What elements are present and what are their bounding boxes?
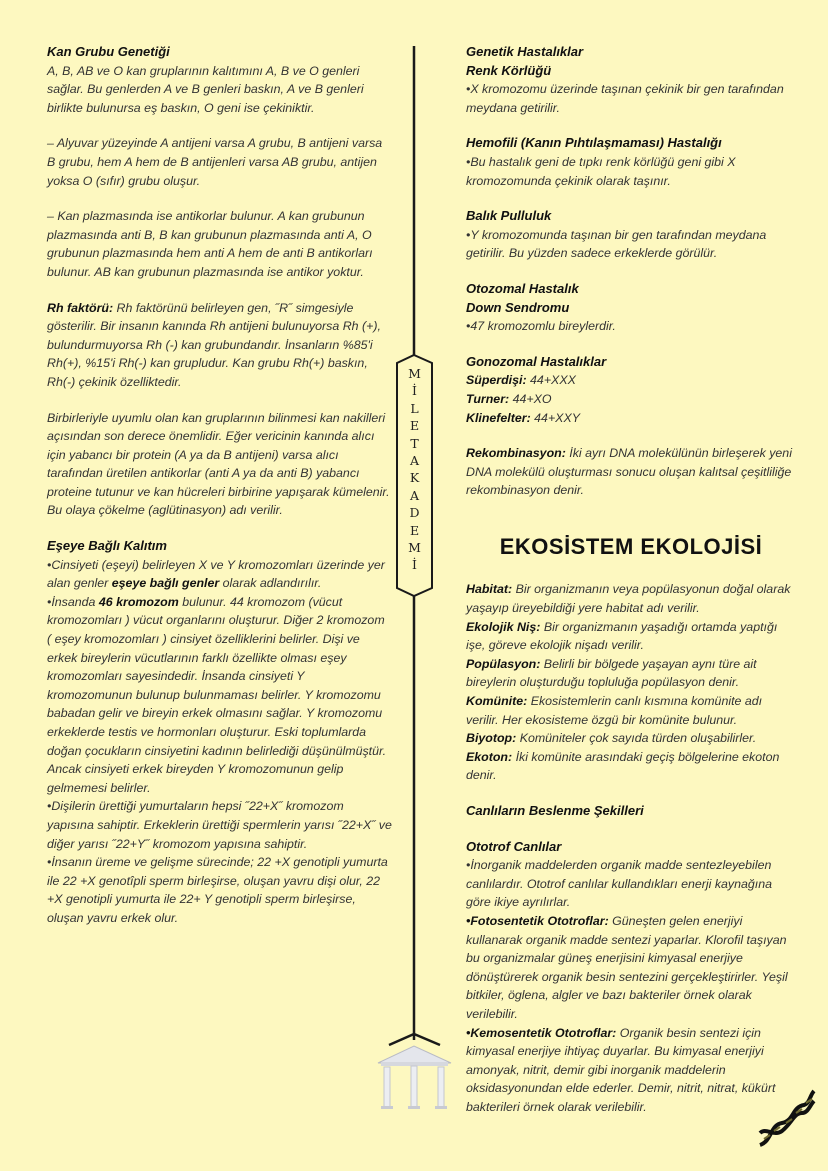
left-column (47, 43, 392, 945)
bold-term: Süperdişi: (466, 373, 527, 388)
paragraph (466, 692, 796, 729)
text-section (466, 280, 796, 336)
text-run: İki ayrı DNA molekülünün birleşerek yeni DNA molekülü oluşturması sonucu oluşan kalıtsal çeşitliliğe rekombinasyon denir. (466, 446, 792, 498)
text-run: A, B, AB ve O kan gruplarının kalıtımını A, B ve O genleri sağlar. Bu genlerden A ve B genleri baskın, A ve B genleri birlikte bulunursa eş baskın, O geni ise çekiniktir. (47, 63, 364, 115)
paragraph (466, 444, 796, 500)
paragraph (47, 299, 392, 392)
brand-letter: E (409, 522, 420, 538)
heading: Eşeye Bağlı Kalıtım (47, 538, 167, 554)
paragraph (466, 153, 796, 190)
brand-letter: M (408, 366, 421, 381)
paragraph (47, 409, 392, 521)
text-run: •İnsanda (47, 594, 99, 609)
paragraph (47, 62, 392, 118)
text-run: Ekosistemlerin canlı kısmına komünite adı verilir. Her ekosisteme özgü bir komünite bulunur. (466, 694, 763, 727)
brand-letter: E (409, 418, 420, 434)
heading: Ototrof Canlılar (466, 838, 562, 854)
section-title-ecosystem: EKOSİSTEM EKOLOJİSİ (499, 533, 763, 559)
paragraph (47, 593, 392, 798)
paragraph (466, 371, 796, 390)
text-run: Organik besin sentezi için kimyasal enerjiye ihtiyaç duyarlar. Bu kimyasal enerjiyi amonyak, nitrit, demir gibi inorganik maddelerin oksidasyonundan elde ederler. Demir, nitrit, nitrat, kükürt bakterileri örnek olarak verilebilir. (466, 1025, 776, 1114)
paragraph (466, 729, 796, 748)
text-run: Birbirleriyle uyumlu olan kan gruplarının bilinmesi kan nakilleri açısından son derece önemlidir. Eğer vericinin kanında alıcı için yabancı bir protein (A ya da B antijeni) varsa alıcı tarafından üretilen antikorlar (anti A ya da anti B) yabancı proteine tutunur ve kan hücreleri birbirine yapışarak kümelenir. Bu olaya çökelme (aglütinasyon) adı verilir. (47, 410, 390, 518)
paragraph (47, 134, 392, 190)
right-column (466, 43, 796, 1134)
text-section (47, 537, 392, 927)
paragraph (466, 618, 796, 655)
text-section (47, 43, 392, 117)
bold-term: Popülasyon: (466, 656, 541, 671)
text-run: İki komünite arasındaki geçiş bölgelerine ekoton denir. (466, 749, 780, 783)
brand-letter: İ (412, 557, 417, 573)
paragraph (466, 1024, 796, 1117)
text-section (466, 580, 796, 785)
text-run: 44+XXX (526, 373, 576, 388)
brand-letter: İ (412, 383, 417, 399)
text-run: •İnorganik maddelerden organik madde sentezleyebilen canlılardır. Ototrof canlılar kullandıkları enerji kaynağına göre ikiye ayrılırlar. (466, 858, 773, 910)
text-run: •Bu hastalık geni de tıpkı renk körlüğü geni gibi X kromozomunda çekinik olarak taşınır. (466, 154, 736, 188)
paragraph (47, 797, 392, 853)
brand-letter: D (409, 505, 420, 521)
bold-term: Rekombinasyon: (466, 446, 566, 461)
brand-letter: M (408, 540, 421, 556)
heading: Otozomal Hastalık (466, 280, 579, 296)
text-run: •47 kromozomlu bireylerdir. (466, 319, 616, 334)
text-run: Bir organizmanın yaşadığı ortamda yaptığı işe, göreve ekolojik nişadı verilir. (466, 619, 778, 653)
paragraph (466, 580, 796, 617)
paragraph (466, 856, 796, 912)
text-run: Komüniteler çok sayıda türden oluşabilirler. (516, 731, 757, 746)
bold-term: Rh faktörü: (47, 300, 114, 315)
heading: Gonozomal Hastalıklar (466, 353, 607, 369)
text-run: •Y kromozomunda taşınan bir gen tarafından meydana getirilir. Bu yüzden sadece erkeklerde görülür. (466, 227, 767, 261)
text-section (47, 299, 392, 392)
bold-term: eşeye bağlı genler (111, 576, 220, 591)
text-run: •Cinsiyeti (eşeyi) belirleyen X ve Y kromozomları üzerinde yer alan genler (47, 557, 385, 591)
text-section (47, 409, 392, 521)
text-run: Bir organizmanın veya popülasyonun doğal olarak yaşayıp üreyebildiği yere habitat adı verilir. (466, 582, 791, 616)
text-section (47, 207, 392, 281)
heading: Kan Grubu Genetiği (47, 44, 170, 59)
text-run: 44+XXY (530, 410, 580, 425)
temple-icon (378, 1046, 451, 1109)
bold-term: Komünite: (466, 694, 528, 709)
text-run: bulunur. 44 kromozom (vücut kromozomları ) vücut organlarını oluşturur. Diğer 2 kromozom ( eşey kromozomları ) cinsiyet özelliklerini belirler. Dişi ve erkek bireylerin vücutlarının farklı özellikte olması eşey kromozomları sayesindedir. İnsanda cinsiyeti Y kromozomunun bulunup bulunmaması belirler. Y kromozomu babadan gelir ve bireyin erkek olmasını sağlar. Y kromozomu erkeklerde testis ve hormonları oluşturur. Eski toplumlarda doğan çocukların cinsiyetini kadının belirlediği düşünülmüştür. Ancak cinsiyeti erkek bireyden Y kromozomunun gelip gelmemesi belirler. (47, 594, 387, 795)
text-section (466, 134, 796, 190)
text-run: – Kan plazmasında ise antikorlar bulunur. A kan grubunun plazmasında anti B, B kan grubunun plazmasında anti A, O grubunun plazmasında hem anti A hem de anti B antikorları bulunur. AB kan grubunun plazmasında ise antikor yoktur. (47, 209, 373, 279)
text-run: •X kromozomu üzerinde taşınan çekinik bir gen tarafından meydana getirilir. (466, 82, 784, 115)
paragraph (47, 556, 392, 593)
paragraph (47, 853, 392, 927)
bold-term: Biyotop: (466, 731, 517, 746)
text-run: Belirli bir bölgede yaşayan aynı türe ait bireylerin oluşturduğu topluluğa popülasyon denir. (466, 656, 757, 690)
text-run: olarak adlandırılır. (219, 576, 322, 591)
bold-term: Ekoton: (466, 749, 513, 764)
paragraph (466, 80, 796, 117)
paragraph (466, 912, 796, 1024)
heading: Down Sendromu (466, 299, 570, 315)
heading: Hemofili (Kanın Pıhtılaşmaması) Hastalığı (466, 135, 722, 151)
text-run: – Alyuvar yüzeyinde A antijeni varsa A grubu, B antijeni varsa B grubu, hem A hem de B antijenleri varsa AB grubu, antijen yoksa O (sıfır) grubu oluşur. (47, 136, 383, 188)
text-run: •Dişilerin ürettiği yumurtaların hepsi ˝22+X˝ kromozom yapısına sahiptir. Erkeklerin ürettiği spermlerin yarısı ˝22+X˝ ve diğer yarısı ˝22+Y˝ kromozom yapısına sahiptir. (47, 799, 392, 851)
heading: Canlıların Beslenme Şekilleri (466, 803, 644, 818)
genetic-diseases-section (466, 43, 796, 500)
bold-term: Klinefelter: (466, 410, 531, 425)
text-section (466, 207, 796, 263)
text-section (466, 838, 796, 1117)
text-run: Güneşten gelen enerjiyi kullanarak organik madde sentezi yaparlar. Klorofil taşıyan bu organizmalar güneş enerjisini kimyasal enerjiye dönüştürerek organik besin sentezini gerçekleştirirler. Yeşil bitkiler, öglena, algler ve bazı bakteriler örnek olarak verilebilir. (466, 913, 788, 1021)
brand-letter: L (410, 400, 419, 416)
paragraph (47, 207, 392, 281)
heading: Balık Pulluluk (466, 208, 552, 224)
text-run: Rh faktörünü belirleyen gen, ˝R˝ simgesiyle gösterilir. Bir insanın kanında Rh antijeni bulunuyorsa Rh (+), bulundurmuyorsa Rh (-) kan grubundandır. İnsanların %85'i Rh(+), %15'i Rh(-) kan grupludur. Kan grubu Rh(+) baskın, Rh(-) çekinik özelliktedir. (47, 300, 381, 389)
bold-term: 46 kromozom (98, 594, 179, 609)
ecosystem-section (466, 580, 796, 1116)
text-section (466, 802, 796, 821)
bold-term: Ekolojik Niş: (466, 619, 541, 634)
brand-letter: T (410, 435, 419, 451)
heading: Genetik Hastalıklar (466, 44, 584, 59)
paragraph (466, 317, 796, 336)
paragraph (466, 655, 796, 692)
paragraph (466, 390, 796, 409)
brand-vertical-text (397, 365, 432, 574)
bold-term: •Fotosentetik Ototroflar: (466, 913, 609, 928)
paragraph (466, 226, 796, 263)
bold-term: Turner: (466, 391, 510, 406)
paragraph (466, 748, 796, 785)
text-run: •İnsanın üreme ve gelişme sürecinde; 22 +X genotipli yumurta ile 22 +X genotîpli sperm birleşirse, oluşan yavru dişi olur, 22 +X genotipli yumurta ile 22+ Y genotipli sperm birleşirse, oluşan yavru erkek olur. (47, 855, 388, 925)
brand-letter: A (409, 453, 420, 469)
text-section (466, 444, 796, 500)
brand-letter: K (409, 470, 420, 486)
text-section (47, 134, 392, 190)
heading: Renk Körlüğü (466, 62, 552, 78)
bold-term: •Kemosentetik Ototroflar: (466, 1025, 617, 1040)
text-run: 44+XO (509, 391, 552, 406)
paragraph (466, 409, 796, 428)
bold-term: Habitat: (466, 582, 513, 597)
text-section (466, 353, 796, 427)
brand-letter: A (409, 487, 420, 503)
dna-icon (752, 1085, 820, 1153)
text-section (466, 43, 796, 117)
